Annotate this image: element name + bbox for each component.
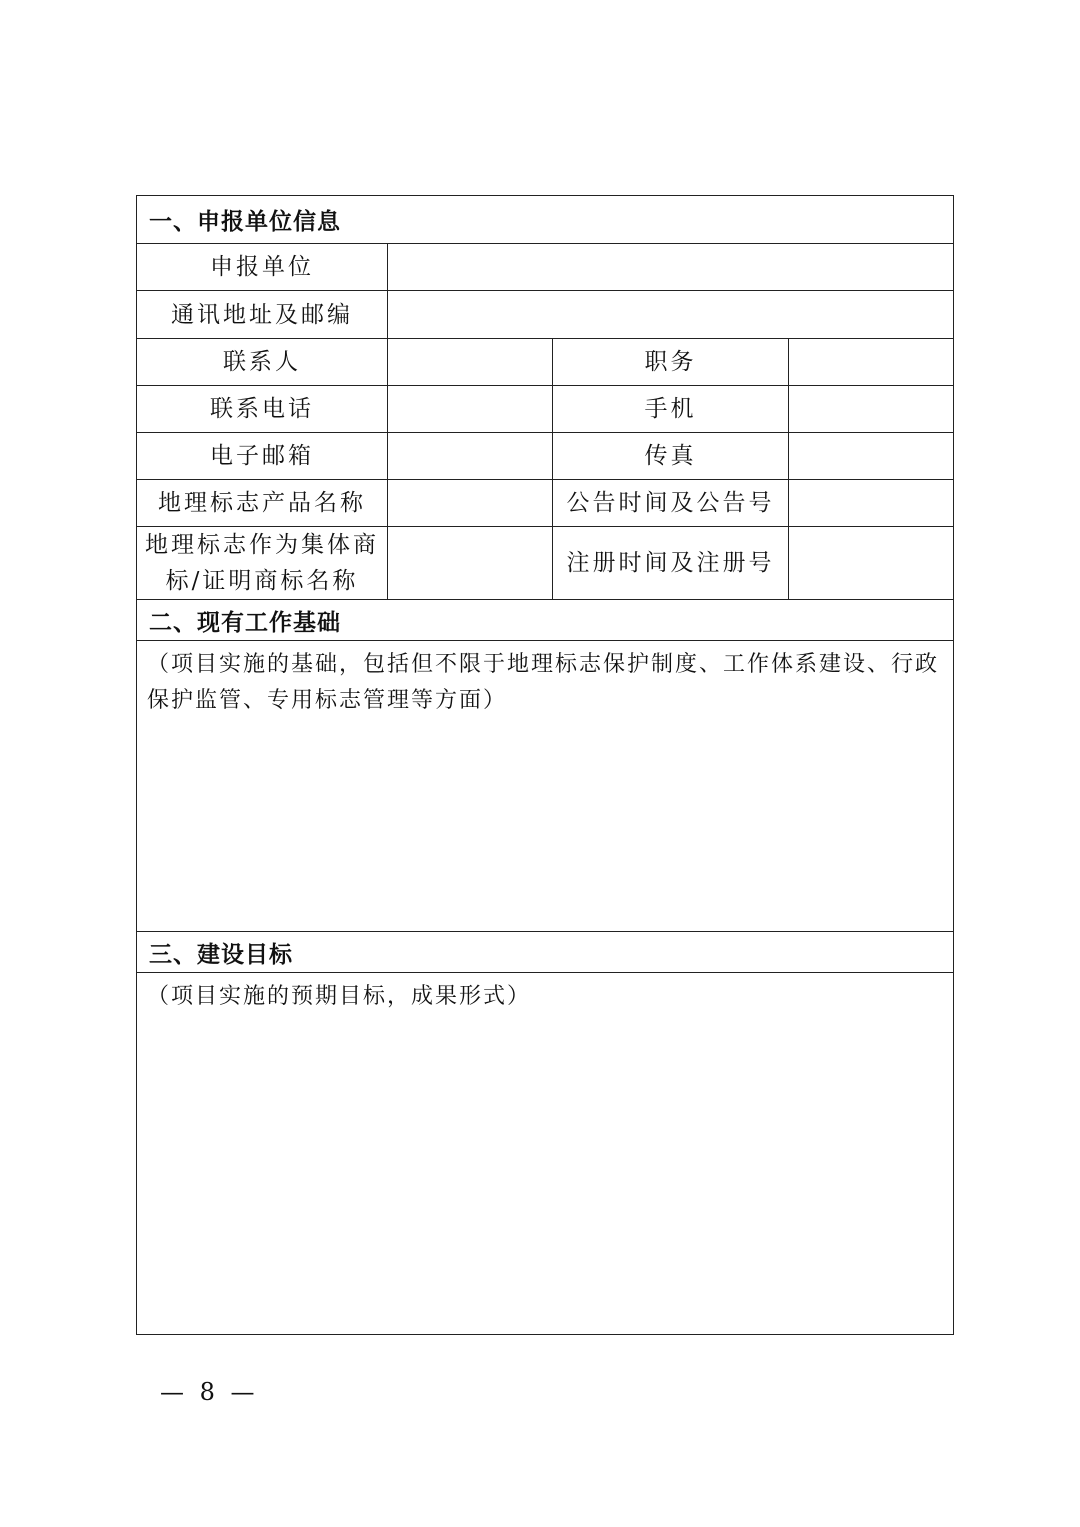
contact-phone-label: 联系电话: [210, 396, 314, 422]
fax-label: 传真: [552, 433, 788, 479]
contact-person-row: [137, 339, 953, 386]
email-label: 电子邮箱: [210, 443, 314, 469]
gi-trademark-field[interactable]: [387, 527, 552, 599]
address-postcode-row: [137, 291, 953, 339]
email-row: [137, 433, 953, 480]
position-field[interactable]: [788, 339, 953, 385]
contact-person-field[interactable]: [387, 339, 552, 385]
address-postcode-field[interactable]: [387, 291, 953, 338]
section3-note: （项目实施的预期目标，成果形式）: [147, 984, 532, 1009]
section2-header: [137, 600, 953, 641]
mobile-label: 手机: [552, 386, 788, 432]
page-number: — 8 —: [160, 1378, 259, 1406]
application-form: [136, 195, 954, 1335]
position-label: 职务: [552, 339, 788, 385]
gi-product-label: 地理标志产品名称: [158, 490, 366, 516]
section3-body[interactable]: [137, 973, 953, 1334]
gi-product-row: [137, 480, 953, 527]
gi-trademark-row: [137, 527, 953, 600]
section2-body[interactable]: [137, 641, 953, 932]
contact-phone-row: [137, 386, 953, 433]
section3-title: 三、建设目标: [149, 941, 293, 968]
section1-title: 一、申报单位信息: [149, 209, 341, 235]
registration-label: 注册时间及注册号: [552, 527, 788, 599]
section2-note: （项目实施的基础，包括但不限于地理标志保护制度、工作体系建设、行政保护监管、专用标志管理等方面）: [147, 652, 940, 713]
section1-header: [137, 196, 953, 244]
section2-title: 二、现有工作基础: [149, 609, 341, 636]
mobile-field[interactable]: [788, 386, 953, 432]
section3-header: [137, 932, 953, 973]
fax-field[interactable]: [788, 433, 953, 479]
applicant-unit-row: [137, 244, 953, 291]
announcement-field[interactable]: [788, 480, 953, 526]
registration-field[interactable]: [788, 527, 953, 599]
gi-trademark-label: 地理标志作为集体商标/证明商标名称: [145, 532, 379, 594]
contact-phone-field[interactable]: [387, 386, 552, 432]
address-postcode-label: 通讯地址及邮编: [171, 301, 353, 328]
applicant-unit-label: 申报单位: [210, 254, 314, 280]
contact-person-label: 联系人: [223, 349, 301, 375]
email-field[interactable]: [387, 433, 552, 479]
announcement-label: 公告时间及公告号: [552, 480, 788, 526]
applicant-unit-field[interactable]: [387, 244, 953, 290]
gi-product-field[interactable]: [387, 480, 552, 526]
